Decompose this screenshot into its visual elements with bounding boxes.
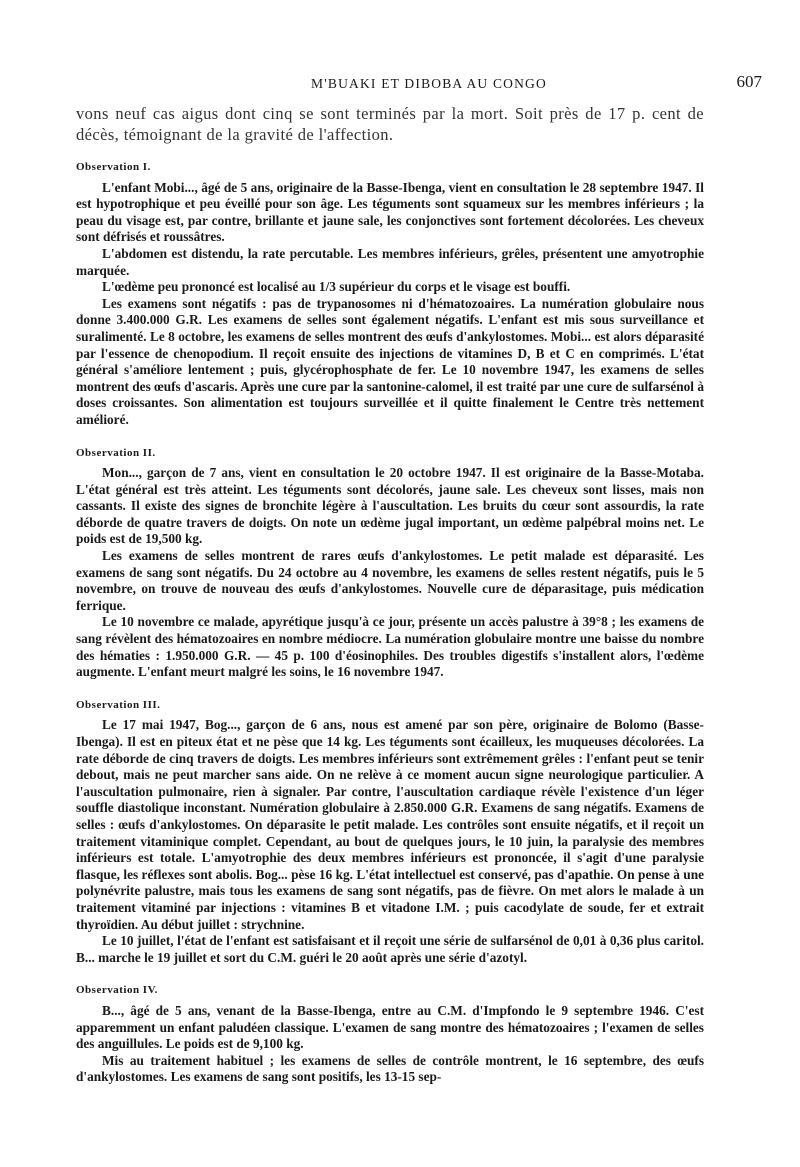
observation-1 <box>76 159 704 429</box>
paragraph: Mis au traitement habituel ; les examens de selles de contrôle montrent, le 16 septembre, des œufs d'ankylostomes. Les examens de sang sont positifs, les 13-15 sep- <box>76 1052 704 1085</box>
paragraph: Les examens de selles montrent de rares œufs d'ankylostomes. Le petit malade est déparasité. Les examens de sang sont négatifs. Du 24 octobre au 4 novembre, les examens de selles restent négatifs, puis le 5 novembre, on trouve de nouveau des œufs d'ankylostomes. Nouvelle cure de déparasitage, puis médication ferrique. <box>76 548 704 613</box>
article-body <box>76 159 704 1102</box>
paragraph: L'œdème peu prononcé est localisé au 1/3 supérieur du corps et le visage est bouffi. <box>102 279 571 295</box>
observation-title: Observation I. <box>76 161 151 173</box>
running-head: M'BUAKI ET DIBOBA AU CONGO <box>311 76 547 91</box>
paragraph: Mon..., garçon de 7 ans, vient en consultation le 20 octobre 1947. Il est originaire de la Basse-Motaba. L'état général est très atteint. Les téguments sont décolorés, jaune sale. Les cheveux sont lisses, mais non cassants. Il existe des signes de bronchite légère à l'auscultation. Les bruits du cœur sont assourdis, la rate déborde de quatre travers de doigts. On note un œdème jugal important, un œdème palpébral moins net. Le poids est de 19,500 kg. <box>76 465 704 547</box>
observation-title: Observation IV. <box>76 984 158 997</box>
observation-2 <box>76 445 704 681</box>
paragraph: L'abdomen est distendu, la rate percutable. Les membres inférieurs, grêles, présentent une amyotrophie marquée. <box>76 245 704 278</box>
observation-3 <box>76 697 704 967</box>
page-number: 607 <box>736 72 762 91</box>
paragraph: Le 10 novembre ce malade, apyrétique jusqu'à ce jour, présente un accès palustre à 39°8 ; les examens de sang révèlent des hématozoaires en nombre médiocre. La numération globulaire montre une baisse du nombre des hématies : 1.950.000 G.R. — 45 p. 100 d'éosinophiles. Des troubles digestifs s'installent alors, l'œdème augmente. L'enfant meurt malgré les soins, le 16 novembre 1947. <box>76 614 704 680</box>
intro-paragraph: vons neuf cas aigus dont cinq se sont terminés par la mort. Soit près de 17 p. cent de décès, témoignant de la gravité de l'affection. <box>76 104 704 144</box>
paragraph: Les examens sont négatifs : pas de trypanosomes ni d'hématozoaires. La numération globulaire nous donne 3.400.000 G.R. Les examens de selles sont également négatifs. L'enfant est mis sous surveillance et suralimenté. Le 8 octobre, les examens de selles montrent des œufs d'ankylostomes. Mobi... est alors déparasité par l'essence de chenopodium. Il reçoit ensuite des injections de vitamines D, B et C en comprimés. L'état général s'améliore lentement ; puis, glycérophosphate de fer. Le 10 novembre 1947, les examens de selles montrent des œufs d'ascaris. Après une cure par la santonine-calomel, il est traité par une cure de sulfarsénol à doses croissantes. Son alimentation est toujours surveillée et il quitte finalement le Centre très nettement amélioré. <box>76 295 704 427</box>
observation-title: Observation II. <box>76 446 156 459</box>
observation-title: Observation III. <box>76 698 161 711</box>
paragraph: L'enfant Mobi..., âgé de 5 ans, originaire de la Basse-Ibenga, vient en consultation le 28 septembre 1947. Il est hypotrophique et peu éveillé pour son âge. Les téguments sont squameux sur les membres inférieurs ; la peau du visage est, par contre, brillante et jaune sale, les conjonctives sont fortement décolorées. Les cheveux sont défrisés et roussâtres. <box>76 179 704 245</box>
paragraph: B..., âgé de 5 ans, venant de la Basse-Ibenga, entre au C.M. d'Impfondo le 9 septembre 1946. C'est apparemment un enfant paludéen classique. L'examen de sang montre des hématozoaires ; l'examen de selles des anguillules. Le poids est de 9,100 kg. <box>76 1002 704 1052</box>
paragraph: Le 10 juillet, l'état de l'enfant est satisfaisant et il reçoit une série de sulfarsénol de 0,01 à 0,36 plus caritol. B... marche le 19 juillet et sort du C.M. guéri le 20 août après une série d'azotyl. <box>76 933 704 965</box>
paragraph: Le 17 mai 1947, Bog..., garçon de 6 ans, nous est amené par son père, originaire de Bolomo (Basse-Ibenga). Il est en piteux état et ne pèse que 14 kg. Les téguments sont écailleux, les muqueuses décolorées. La rate déborde de cinq travers de doigts. Les membres inférieurs sont extrêmement grêles : l'enfant peut se tenir debout, mais ne peut marcher sans aide. On ne relève à ce moment aucun signe neurologique particulier. A l'auscultation pulmonaire, rien à signaler. Par contre, l'auscultation cardiaque révèle l'existence d'un léger souffle diastolique inconstant. Numération globulaire à 2.850.000 G.R. Examens de sang négatifs. Examens de selles : œufs d'ankylostomes. On déparasite le petit malade. Les contrôles sont ensuite négatifs, et il reçoit un traitement vitaminique complet. Cependant, au bout de quelques jours, le 10 juin, la paralysie des membres inférieurs est totale. L'amyotrophie des deux membres inférieurs est prononcée, il s'agit d'une paralysie flasque, les réflexes sont abolis. Bog... pèse 16 kg. L'état intellectuel est conservé, pas d'apathie. On pense à une polynévrite palustre, mais tous les examens de sang sont négatifs, pas de fièvre. On met alors le malade à un traitement vitaminé par injections : vitamines B et vitadone I.M. ; puis cacodylate de soude, fer et extrait thyroïdien. Au début juillet : strychnine. <box>76 717 704 932</box>
observation-4 <box>76 982 704 1086</box>
page-header <box>76 72 782 96</box>
